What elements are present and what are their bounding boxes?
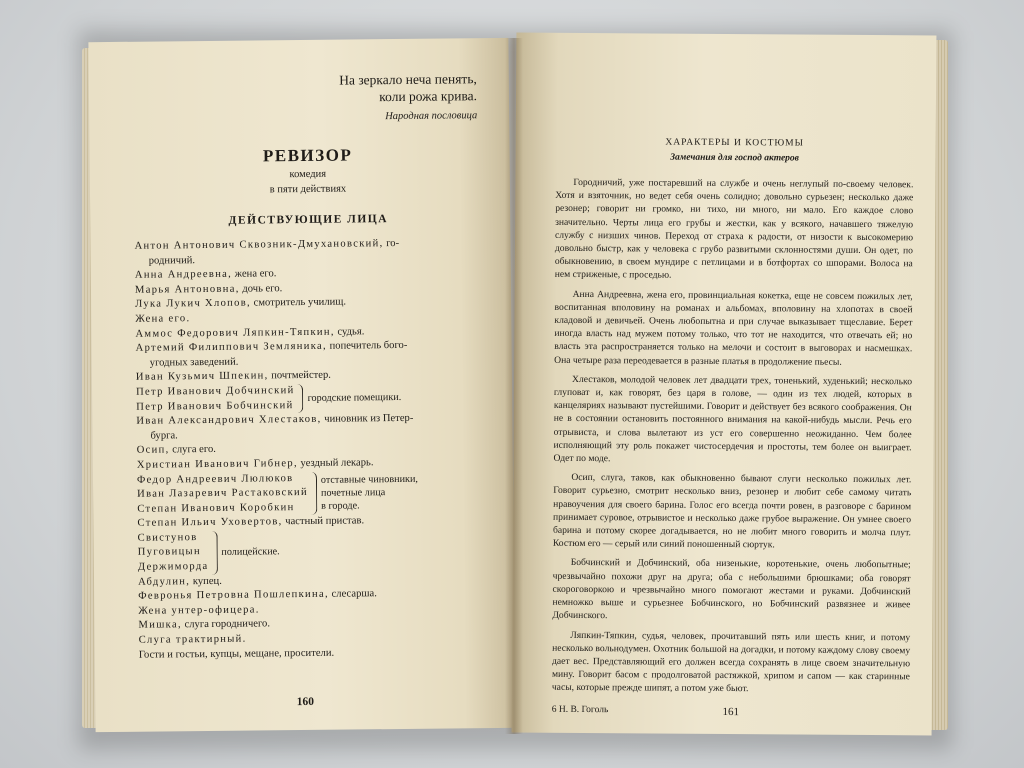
cast-entry: Мишка, слуга городничего.	[138, 618, 271, 632]
cast-entry: Иван Лазаревич Растаковский	[137, 487, 309, 500]
cast-group-landowners	[136, 382, 484, 415]
page-number-right: 161	[722, 705, 740, 719]
right-page	[512, 33, 937, 736]
section-title: ХАРАКТЕРЫ И КОСТЮМЫ	[665, 137, 804, 149]
epigraph-source: Народная пословица	[385, 110, 478, 123]
cast-entry: Степан Ильич Уховертов, частный пристав.	[137, 515, 365, 530]
page-number-left: 160	[296, 695, 315, 709]
character-description: Ляпкин-Тяпкин, судья, человек, прочитавший пять или шесть книг, и потому несколько вольнодумен. Охотник большой на догадки, и потому каждому слову своему дает вес. Представляющий его должен всегда сохранять в лице своем значительную мину. Говорит басом с продолговатой растяжкой, хрипом и сапом — как старинные часы, которые прежде шипят, а потом уже бьют.	[551, 629, 911, 695]
book-gutter	[505, 38, 523, 734]
cast-entry: Абдулин, купец.	[137, 575, 222, 588]
group-label: городские помещики.	[307, 391, 402, 404]
cast-entry: Пуговицын	[137, 546, 201, 559]
brace	[210, 531, 217, 575]
cast-entry: Федор Андреевич Люлюков	[136, 472, 294, 486]
group-label: полицейские.	[221, 546, 280, 559]
cast-entry: Осип, слуга его.	[136, 444, 216, 457]
character-description: Осип, слуга, таков, как обыкновенно бывают слуги несколько пожилых лет. Говорит сурьезно, смотрит несколько вниз, резонер и любит себе самому читать нравоучения для своего барина. Голос его всегда почти ровен, в разговоре с барином принимает суровое, отрывистое и несколько даже грубое выражение. Он умнее своего барина и потому скорее догадывается, но не любит много говорить и молча плут. Костюм его — серый или синий поношенный сюртук.	[552, 472, 912, 551]
cast-entry: Держиморда	[137, 561, 209, 573]
cast-entry: Анна Андреевна, жена его.	[134, 268, 277, 281]
cast-entry: Артемий Филиппович Земляника, попечитель бого-	[135, 340, 408, 354]
group-label: отставные чиновники, почетные лица в городе.	[320, 473, 419, 512]
epigraph-line: На зеркало неча пенять,	[339, 71, 477, 88]
cast-entry: Антон Антонович Сквозник-Дмухановский, го-	[134, 237, 400, 252]
cast-entry: Жена унтер-офицера.	[138, 604, 260, 617]
cast-entry: Степан Иванович Коробкин	[137, 501, 295, 515]
brace	[310, 471, 317, 515]
cast-entry: Петр Иванович Добчинский	[136, 385, 295, 398]
cast-group-police	[138, 528, 486, 575]
epigraph-line: коли рожа крива.	[379, 88, 478, 105]
page-footer	[551, 704, 910, 719]
cast-entry: Лука Лукич Хлопов, смотритель училищ.	[135, 296, 347, 311]
cast-entry: Жена его.	[135, 313, 191, 325]
cast-entry: Христиан Иванович Гибнер, уездный лекарь.	[136, 457, 374, 471]
cast-entry: Иван Александрович Хлестаков, чиновник из Петер-	[136, 412, 414, 427]
cast-heading: ДЕЙСТВУЮЩИЕ ЛИЦА	[228, 213, 389, 227]
cast-entry: Аммос Федорович Ляпкин-Тяпкин, судья.	[135, 325, 365, 340]
epigraph	[133, 70, 482, 128]
section-subtitle: Замечания для господ актеров	[670, 152, 799, 164]
character-description: Городничий, уже постаревший на службе и очень неглупый по-своему человек. Хотя и взяточник, но ведет себя очень солидно; довольно сурьезен; несколько даже резонер; говорит ни громко, ни тихо, ни много, ни мало. Его каждое слово значительно. Черты лица его грубы и жестки, как у всякого, начавшего тяжелую службу с низших чинов. Переход от страха к радости, от низости к высокомерию довольно быстр, как у человека с грубо развитыми склонностями души. Он одет, по обыкновению, в своем мундире с петлицами и в ботфортах со шпорами. Волоса на нем стриженые, с проседью.	[554, 176, 914, 282]
play-subtitle: в пяти действиях	[269, 183, 347, 196]
play-title: РЕВИЗОР	[262, 145, 353, 166]
cast-entry: Слуга трактирный.	[138, 633, 247, 646]
cast-entry-cont: угодных заведений.	[149, 356, 239, 369]
cast-entry: Февронья Петровна Пошлепкина, слесарша.	[138, 588, 377, 602]
cast-group-officials	[137, 470, 485, 517]
play-subtitle: комедия	[289, 168, 327, 181]
brace	[296, 384, 303, 413]
cast-entry: Марья Антоновна, дочь его.	[134, 282, 283, 296]
signature-mark: 6 Н. В. Гоголь	[551, 704, 609, 716]
cast-entry: Петр Иванович Бобчинский	[136, 399, 294, 413]
cast-list	[134, 236, 486, 663]
cast-entry-cont: родничий.	[148, 254, 196, 267]
character-description: Бобчинский и Добчинский, оба низенькие, коротенькие, очень любопытные; чрезвычайно похожи друг на друга; оба с небольшими брюшками; оба говорят скороговоркою и чрезвычайно много помогают жестами и руками. Добчинский немножко выше и сурьезнее Бобчинского, но Бобчинский развязнее и живее Добчинского.	[552, 557, 911, 622]
character-description: Анна Андреевна, жена его, провинциальная кокетка, еще не совсем пожилых лет, воспитанная вполовину на романах и альбомах, вполовину на хлопотах в своей кладовой и девичьей. Очень любопытна и при случае выказывает тщеславие. Берет иногда власть над мужем потому только, что тот не находится, что отвечать ей; но власть эта распространяется только на мелочи и состоит в выговорах и насмешках. Она четыре раза переодевается в разные платья в продолжение пьесы.	[554, 288, 913, 368]
cast-entry: Иван Кузьмич Шпекин, почтмейстер.	[135, 370, 331, 384]
cast-entry: Гости и гостьи, купцы, мещане, просители.	[138, 647, 335, 661]
character-description: Хлестаков, молодой человек лет двадцати трех, тоненький, худенький; несколько глуповат и, как говорят, без царя в голове, — один из тех людей, которых в канцеляриях называют пустейшими. Говорит и действует без всякого соображения. Он не в состоянии остановить постоянного внимания на какой-нибудь мысли. Речь его отрывиста, и слова вылетают из уст его совершенно неожиданно. Чем более исполняющий эту роль покажет чистосердечия и простоты, тем более он выиграет. Одет по моде.	[553, 373, 913, 465]
cast-entry-cont: бурга.	[150, 430, 178, 442]
cast-entry: Свистунов	[137, 531, 198, 544]
left-page	[88, 38, 515, 732]
